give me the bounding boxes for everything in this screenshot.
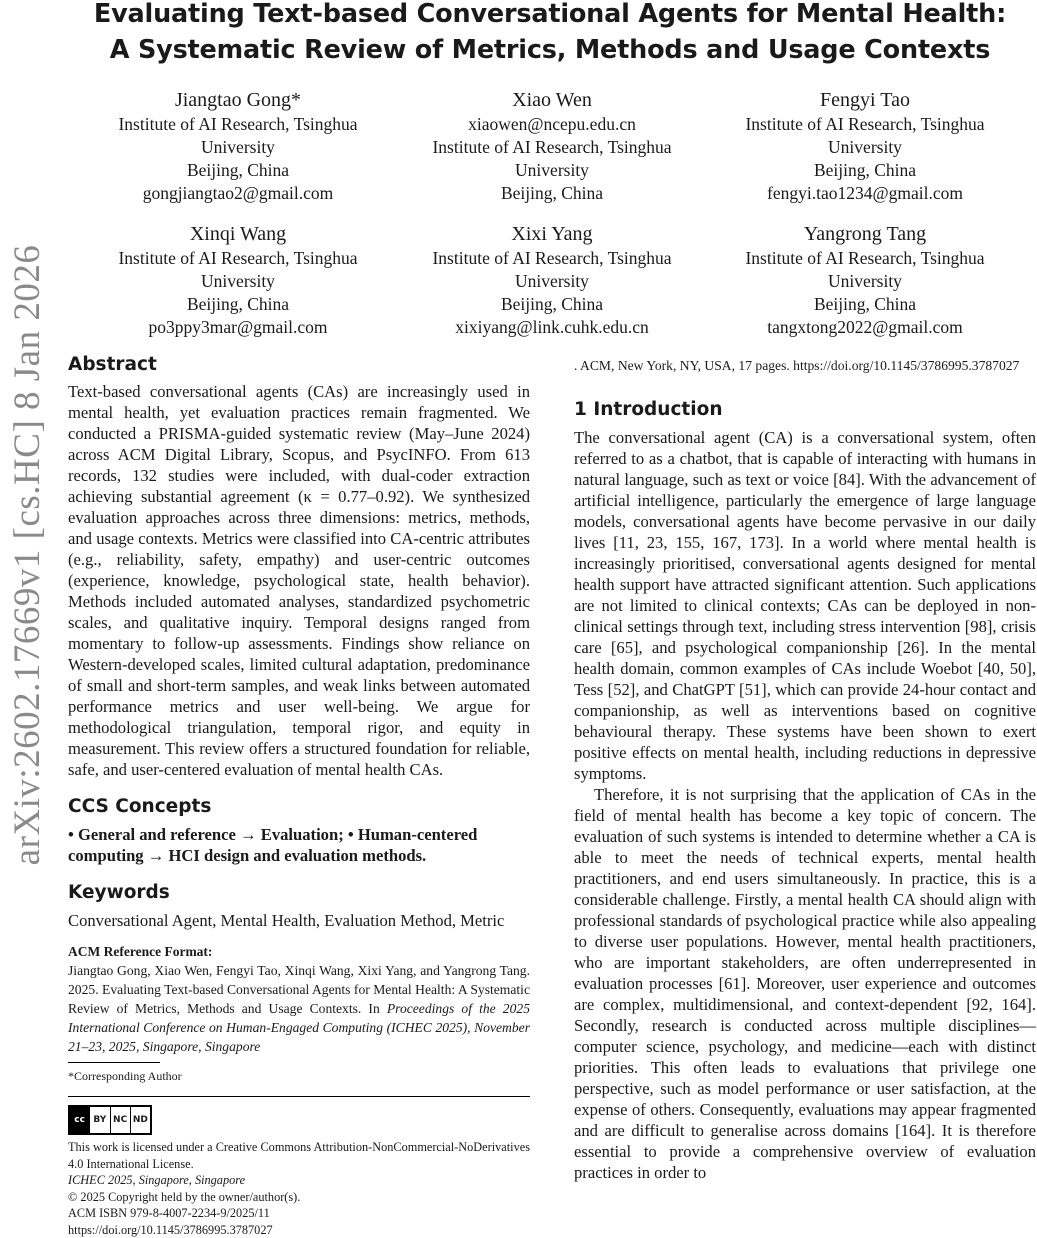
left-column (68, 352, 530, 1238)
title-line-1: Evaluating Text-based Conversational Agents for Mental Health: (60, 0, 1037, 32)
author-name: Xinqi Wang (78, 222, 398, 247)
right-column (574, 356, 1036, 1183)
acm-ref-heading: ACM Reference Format: (68, 943, 530, 961)
author-line: Beijing, China (705, 159, 1025, 182)
abstract-heading: Abstract (68, 352, 530, 378)
acm-ref-proceedings: Proceedings of the 2025 International Conference on Human-Engaged Computing (ICHEC 2025), November 21–23, 2025, Singapore, Singapore (68, 1001, 530, 1054)
license-rule (68, 1096, 530, 1097)
author-line: Institute of AI Research, Tsinghua (392, 247, 712, 270)
author-line: Beijing, China (392, 182, 712, 205)
intro-paragraph-2: Therefore, it is not surprising that the application of CAs in the field of mental health has become a key topic of concern. The evaluation of such systems is intended to determine whether a CA is able to meet the needs of technical experts, mental health practitioners, and end users simultaneously. In practice, this is a considerable challenge. Firstly, a mental health CA should align with professional standards of psychological practice while also appealing to diverse user populations. However, mental health practitioners, who are important stakeholders, are often underrepresented in evaluation processes [61]. Moreover, user experience and outcomes are complex, multidimensional, and context-dependent [92, 164]. Secondly, research is conducted across multiple disciplines—computer science, psychology, and medicine—each with distinct priorities. This often leads to evaluations that privilege one perspective, such as model performance or user satisfaction, at the expense of others. Consequently, evaluations may appear fragmented and are difficult to generalise across domains [164]. It is therefore essential to provide a comprehensive overview of evaluation practices in order to (574, 784, 1036, 1183)
cc-license-badge[interactable] (68, 1105, 152, 1135)
license-doi[interactable]: https://doi.org/10.1145/3786995.3787027 (68, 1222, 530, 1238)
author-email: gongjiangtao2@gmail.com (78, 182, 398, 205)
acm-ref-text (68, 961, 530, 1056)
author-line: Institute of AI Research, Tsinghua (705, 113, 1025, 136)
ccs-heading: CCS Concepts (68, 794, 530, 820)
author-line: Institute of AI Research, Tsinghua (78, 113, 398, 136)
author-block (705, 88, 1025, 205)
license-isbn: ACM ISBN 979-8-4007-2234-9/2025/11 (68, 1205, 530, 1222)
footnote-rule (68, 1062, 160, 1063)
author-line: University (705, 136, 1025, 159)
author-name: Xiao Wen (392, 88, 712, 113)
introduction-heading: 1 Introduction (574, 397, 1036, 423)
keywords-text: Conversational Agent, Mental Health, Evaluation Method, Metric (68, 910, 530, 931)
author-line: University (78, 270, 398, 293)
author-block (78, 88, 398, 205)
author-name: Fengyi Tao (705, 88, 1025, 113)
author-line: Institute of AI Research, Tsinghua (78, 247, 398, 270)
author-name: Xixi Yang (392, 222, 712, 247)
arxiv-stamp: arXiv:2602.17669v1 [cs.HC] 8 Jan 2026 (3, 75, 53, 1035)
author-block (705, 222, 1025, 339)
author-line: University (392, 159, 712, 182)
title-line-2: A Systematic Review of Metrics, Methods and Usage Contexts (60, 32, 1037, 68)
author-email: xiaowen@ncepu.edu.cn (392, 113, 712, 136)
acm-ref-tail: . ACM, New York, NY, USA, 17 pages. https://doi.org/10.1145/3786995.3787027 (574, 358, 1019, 373)
intro-paragraph-1: The conversational agent (CA) is a conversational system, often referred to as a chatbot, that is capable of interacting with humans in natural language, such as text or voice [84]. With the advancement of artificial intelligence, particularly the emergence of large language models, conversational agents have become pervasive in our daily lives [11, 23, 155, 167, 173]. In a world where mental health is increasingly prioritised, conversational agents designed for mental health support have attracted significant attention. Such applications are not limited to clinical contexts; CAs can be deployed in non-clinical settings through text, including stress intervention [98], crisis care [65], and psychological companionship [26]. In the mental health domain, common examples of CAs include Woebot [40, 50], Tess [52], and ChatGPT [51], which can provide 24-hour contact and companionship, as well as interventions based on cognitive behavioural therapy. These systems have been shown to exert positive effects on mental health, including reductions in depressive symptoms. (574, 427, 1036, 784)
by-icon: BY (90, 1107, 110, 1133)
author-block (78, 222, 398, 339)
author-line: Beijing, China (705, 293, 1025, 316)
author-line: Beijing, China (78, 293, 398, 316)
nc-icon: NC (111, 1107, 131, 1133)
author-email: tangxtong2022@gmail.com (705, 316, 1025, 339)
author-block (392, 88, 712, 205)
license-text: This work is licensed under a Creative Commons Attribution-NonCommercial-NoDerivatives 4.0 International License. (68, 1139, 530, 1172)
author-line: Institute of AI Research, Tsinghua (392, 136, 712, 159)
author-name: Yangrong Tang (705, 222, 1025, 247)
author-line: Beijing, China (392, 293, 712, 316)
author-line: Institute of AI Research, Tsinghua (705, 247, 1025, 270)
paper-title (60, 0, 1037, 68)
author-line: University (392, 270, 712, 293)
author-line: University (78, 136, 398, 159)
author-email: xixiyang@link.cuhk.edu.cn (392, 316, 712, 339)
abstract-text: Text-based conversational agents (CAs) are increasingly used in mental health, yet evaluation practices remain fragmented. We conducted a PRISMA-guided systematic review (May–June 2024) across ACM Digital Library, Scopus, and PsycINFO. From 613 records, 132 studies were included, with dual-coder extraction achieving substantial agreement (κ = 0.77–0.92). We synthesized evaluation approaches across three dimensions: metrics, methods, and usage contexts. Metrics were classified into CA-centric attributes (e.g., reliability, safety, empathy) and user-centric outcomes (experience, knowledge, psychological state, health behavior). Methods included automated analyses, standardized psychometric scales, and qualitative inquiry. Temporal designs ranged from momentary to follow-up assessments. Findings show reliance on Western-developed scales, limited cultural adaptation, predominance of small and short-term samples, and weak links between automated performance metrics and user well-being. We argue for methodological triangulation, temporal rigor, and equity in measurement. This review offers a structured foundation for reliable, safe, and user-centered evaluation of mental health CAs. (68, 381, 530, 780)
nd-icon: ND (131, 1107, 150, 1133)
author-name: Jiangtao Gong* (78, 88, 398, 113)
cc-icon: cc (70, 1107, 90, 1133)
acm-ref-authors: Jiangtao Gong, Xiao Wen, Fengyi Tao, Xinqi Wang, Xixi Yang, and Yangrong Tang. 2025. Evaluating Text-based Conversational Agents for Mental Health: A Systematic Review of Metrics, Methods and Usage Contexts. In (68, 963, 530, 1016)
license-copyright: © 2025 Copyright held by the owner/author(s). (68, 1189, 530, 1206)
author-line: University (705, 270, 1025, 293)
ccs-concepts: • General and reference → Evaluation; • Human-centered computing → HCI design and evaluation methods. (68, 824, 530, 866)
author-email: fengyi.tao1234@gmail.com (705, 182, 1025, 205)
author-block (392, 222, 712, 339)
license-venue: ICHEC 2025, Singapore, Singapore (68, 1172, 530, 1189)
acm-ref-continuation (574, 356, 1036, 375)
footnote: *Corresponding Author (68, 1068, 530, 1084)
keywords-heading: Keywords (68, 880, 530, 906)
author-email: po3ppy3mar@gmail.com (78, 316, 398, 339)
author-line: Beijing, China (78, 159, 398, 182)
